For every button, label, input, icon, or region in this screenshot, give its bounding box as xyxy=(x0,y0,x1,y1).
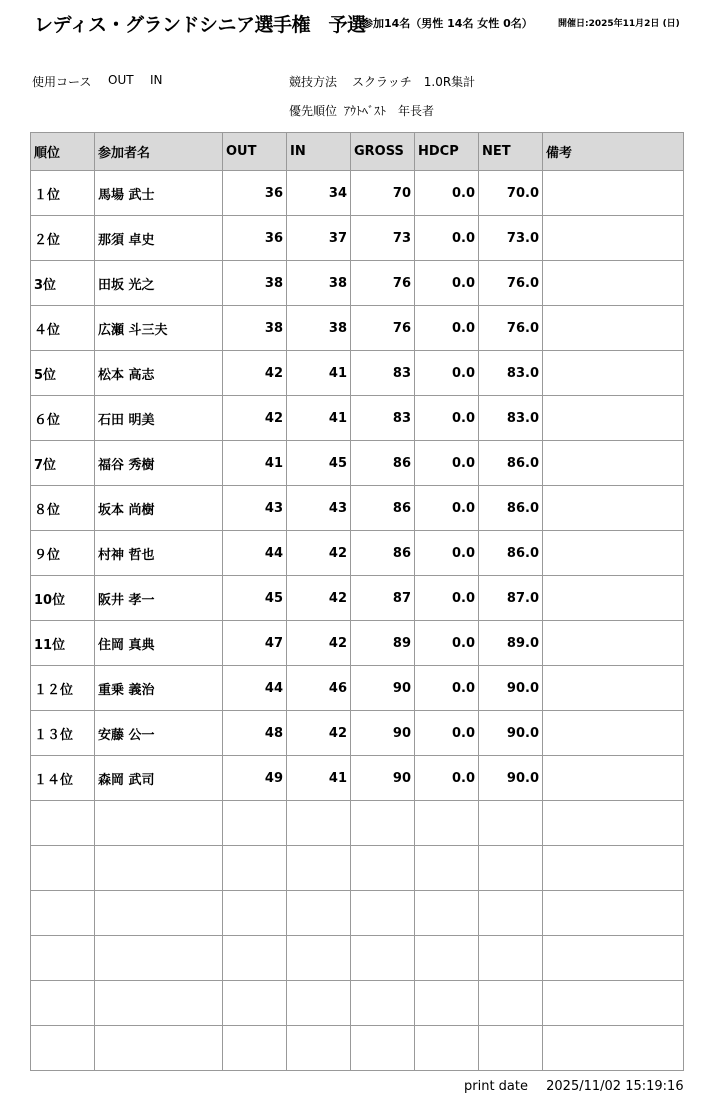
hdcp-cell xyxy=(415,981,479,1026)
net-cell: 83.0 xyxy=(479,396,543,441)
name-cell: 村神 哲也 xyxy=(95,531,223,576)
header-out: OUT xyxy=(223,133,287,171)
out-cell xyxy=(223,846,287,891)
hdcp-cell xyxy=(415,801,479,846)
remarks-cell xyxy=(543,711,684,756)
gross-cell: 89 xyxy=(351,621,415,666)
rank-cell: ８位 xyxy=(31,486,95,531)
in-cell: 38 xyxy=(287,261,351,306)
rank-cell xyxy=(31,846,95,891)
table-row xyxy=(31,261,684,306)
name-cell: 那須 卓史 xyxy=(95,216,223,261)
net-cell: 86.0 xyxy=(479,441,543,486)
gross-cell: 73 xyxy=(351,216,415,261)
header-hdcp: HDCP xyxy=(415,133,479,171)
out-cell: 42 xyxy=(223,396,287,441)
rank-cell: １位 xyxy=(31,171,95,216)
rank-cell: 7位 xyxy=(31,441,95,486)
name-cell: 住岡 真典 xyxy=(95,621,223,666)
gross-cell: 87 xyxy=(351,576,415,621)
gross-cell: 86 xyxy=(351,441,415,486)
page-title: レディス・グランドシニア選手権 予選 xyxy=(34,14,366,36)
hdcp-cell: 0.0 xyxy=(415,396,479,441)
table-row xyxy=(31,1026,684,1071)
gross-cell: 70 xyxy=(351,171,415,216)
event-date: 開催日:2025年11月2日 (日) xyxy=(558,19,680,29)
rank-cell xyxy=(31,981,95,1026)
out-cell: 41 xyxy=(223,441,287,486)
in-cell xyxy=(287,936,351,981)
table-row xyxy=(31,441,684,486)
gross-cell xyxy=(351,891,415,936)
table-row xyxy=(31,396,684,441)
hdcp-cell: 0.0 xyxy=(415,171,479,216)
net-cell: 87.0 xyxy=(479,576,543,621)
remarks-cell xyxy=(543,441,684,486)
gross-cell: 90 xyxy=(351,711,415,756)
name-cell: 馬場 武士 xyxy=(95,171,223,216)
participant-count: 参加14名（男性 14名 女性 0名） xyxy=(362,17,533,30)
name-cell: 坂本 尚樹 xyxy=(95,486,223,531)
name-cell: 広瀬 斗三夫 xyxy=(95,306,223,351)
net-cell: 86.0 xyxy=(479,531,543,576)
table-row xyxy=(31,846,684,891)
out-cell: 42 xyxy=(223,351,287,396)
net-cell xyxy=(479,891,543,936)
out-cell xyxy=(223,801,287,846)
net-cell: 76.0 xyxy=(479,261,543,306)
header-row xyxy=(31,133,684,171)
table-row xyxy=(31,351,684,396)
table-row xyxy=(31,531,684,576)
course-label: 使用コース xyxy=(32,75,92,89)
in-cell: 41 xyxy=(287,396,351,441)
remarks-cell xyxy=(543,846,684,891)
remarks-cell xyxy=(543,1026,684,1071)
in-cell: 42 xyxy=(287,621,351,666)
table-row xyxy=(31,711,684,756)
rank-cell xyxy=(31,1026,95,1071)
rank-cell: １２位 xyxy=(31,666,95,711)
method-label: 競技方法 xyxy=(289,75,338,89)
print-date-value: 2025/11/02 15:19:16 xyxy=(546,1079,684,1094)
in-cell xyxy=(287,846,351,891)
name-cell xyxy=(95,1026,223,1071)
priority-label: 優先順位 xyxy=(289,104,338,118)
gross-cell xyxy=(351,846,415,891)
name-cell: 松本 高志 xyxy=(95,351,223,396)
gross-cell: 76 xyxy=(351,306,415,351)
print-date xyxy=(464,1079,684,1094)
gross-cell xyxy=(351,1026,415,1071)
in-cell: 43 xyxy=(287,486,351,531)
out-cell: 45 xyxy=(223,576,287,621)
rank-cell: 11位 xyxy=(31,621,95,666)
hdcp-cell: 0.0 xyxy=(415,756,479,801)
table-row xyxy=(31,306,684,351)
table-row xyxy=(31,936,684,981)
out-cell: 36 xyxy=(223,171,287,216)
rank-cell: ２位 xyxy=(31,216,95,261)
out-cell: 36 xyxy=(223,216,287,261)
table-row xyxy=(31,216,684,261)
hdcp-cell xyxy=(415,936,479,981)
in-cell: 46 xyxy=(287,666,351,711)
table-row xyxy=(31,666,684,711)
course-in: IN xyxy=(150,73,163,87)
in-cell: 45 xyxy=(287,441,351,486)
gross-cell xyxy=(351,801,415,846)
in-cell: 38 xyxy=(287,306,351,351)
gross-cell: 86 xyxy=(351,531,415,576)
in-cell: 34 xyxy=(287,171,351,216)
net-cell xyxy=(479,981,543,1026)
hdcp-cell: 0.0 xyxy=(415,621,479,666)
in-cell: 42 xyxy=(287,576,351,621)
hdcp-cell: 0.0 xyxy=(415,711,479,756)
out-cell: 44 xyxy=(223,531,287,576)
in-cell: 41 xyxy=(287,351,351,396)
name-cell xyxy=(95,891,223,936)
out-cell xyxy=(223,1026,287,1071)
rank-cell: １３位 xyxy=(31,711,95,756)
results-table xyxy=(30,132,684,1071)
table-row xyxy=(31,801,684,846)
hdcp-cell: 0.0 xyxy=(415,216,479,261)
hdcp-cell: 0.0 xyxy=(415,261,479,306)
gross-cell: 86 xyxy=(351,486,415,531)
in-cell: 37 xyxy=(287,216,351,261)
table-row xyxy=(31,171,684,216)
remarks-cell xyxy=(543,171,684,216)
rank-cell: 3位 xyxy=(31,261,95,306)
net-cell xyxy=(479,846,543,891)
table-row xyxy=(31,576,684,621)
header-rank: 順位 xyxy=(31,133,95,171)
in-cell xyxy=(287,981,351,1026)
header-in: IN xyxy=(287,133,351,171)
name-cell: 石田 明美 xyxy=(95,396,223,441)
remarks-cell xyxy=(543,531,684,576)
header-remarks: 備考 xyxy=(543,133,684,171)
rank-cell: ６位 xyxy=(31,396,95,441)
hdcp-cell: 0.0 xyxy=(415,666,479,711)
gross-cell xyxy=(351,936,415,981)
remarks-cell xyxy=(543,486,684,531)
hdcp-cell xyxy=(415,891,479,936)
name-cell xyxy=(95,801,223,846)
name-cell: 重乗 義治 xyxy=(95,666,223,711)
remarks-cell xyxy=(543,801,684,846)
net-cell: 70.0 xyxy=(479,171,543,216)
net-cell: 73.0 xyxy=(479,216,543,261)
in-cell: 42 xyxy=(287,531,351,576)
table-row xyxy=(31,981,684,1026)
out-cell xyxy=(223,891,287,936)
gross-cell: 83 xyxy=(351,396,415,441)
remarks-cell xyxy=(543,981,684,1026)
remarks-cell xyxy=(543,621,684,666)
remarks-cell xyxy=(543,891,684,936)
table-row xyxy=(31,891,684,936)
name-cell: 田坂 光之 xyxy=(95,261,223,306)
gross-cell: 90 xyxy=(351,756,415,801)
remarks-cell xyxy=(543,756,684,801)
net-cell xyxy=(479,801,543,846)
out-cell: 48 xyxy=(223,711,287,756)
course-out: OUT xyxy=(108,73,134,87)
in-cell: 42 xyxy=(287,711,351,756)
remarks-cell xyxy=(543,261,684,306)
hdcp-cell: 0.0 xyxy=(415,576,479,621)
remarks-cell xyxy=(543,306,684,351)
header-net: NET xyxy=(479,133,543,171)
out-cell: 49 xyxy=(223,756,287,801)
out-cell: 43 xyxy=(223,486,287,531)
rank-cell: ４位 xyxy=(31,306,95,351)
in-cell xyxy=(287,801,351,846)
out-cell: 38 xyxy=(223,261,287,306)
out-cell: 44 xyxy=(223,666,287,711)
remarks-cell xyxy=(543,666,684,711)
print-date-label: print date xyxy=(464,1079,528,1094)
rank-cell: 5位 xyxy=(31,351,95,396)
name-cell xyxy=(95,981,223,1026)
name-cell xyxy=(95,846,223,891)
rank-cell: ９位 xyxy=(31,531,95,576)
gross-cell: 83 xyxy=(351,351,415,396)
remarks-cell xyxy=(543,396,684,441)
hdcp-cell: 0.0 xyxy=(415,486,479,531)
in-cell xyxy=(287,891,351,936)
net-cell: 86.0 xyxy=(479,486,543,531)
gross-cell: 76 xyxy=(351,261,415,306)
out-cell xyxy=(223,936,287,981)
table-row xyxy=(31,621,684,666)
gross-cell: 90 xyxy=(351,666,415,711)
net-cell xyxy=(479,1026,543,1071)
net-cell: 89.0 xyxy=(479,621,543,666)
out-cell xyxy=(223,981,287,1026)
remarks-cell xyxy=(543,936,684,981)
name-cell: 阪井 孝一 xyxy=(95,576,223,621)
table-row xyxy=(31,486,684,531)
net-cell: 90.0 xyxy=(479,666,543,711)
gross-cell xyxy=(351,981,415,1026)
net-cell: 76.0 xyxy=(479,306,543,351)
hdcp-cell: 0.0 xyxy=(415,306,479,351)
remarks-cell xyxy=(543,216,684,261)
rank-cell xyxy=(31,891,95,936)
method-value: スクラッチ 1.0R集計 xyxy=(352,75,476,89)
remarks-cell xyxy=(543,351,684,396)
hdcp-cell: 0.0 xyxy=(415,531,479,576)
name-cell xyxy=(95,936,223,981)
net-cell xyxy=(479,936,543,981)
rank-cell xyxy=(31,801,95,846)
in-cell: 41 xyxy=(287,756,351,801)
name-cell: 森岡 武司 xyxy=(95,756,223,801)
hdcp-cell xyxy=(415,846,479,891)
out-cell: 38 xyxy=(223,306,287,351)
net-cell: 90.0 xyxy=(479,711,543,756)
out-cell: 47 xyxy=(223,621,287,666)
net-cell: 90.0 xyxy=(479,756,543,801)
net-cell: 83.0 xyxy=(479,351,543,396)
name-cell: 安藤 公一 xyxy=(95,711,223,756)
results-body xyxy=(31,171,684,1071)
name-cell: 福谷 秀樹 xyxy=(95,441,223,486)
header-name: 参加者名 xyxy=(95,133,223,171)
remarks-cell xyxy=(543,576,684,621)
hdcp-cell xyxy=(415,1026,479,1071)
hdcp-cell: 0.0 xyxy=(415,351,479,396)
hdcp-cell: 0.0 xyxy=(415,441,479,486)
header-gross: GROSS xyxy=(351,133,415,171)
priority-value: ｱｳﾄﾍﾞｽﾄ 年長者 xyxy=(344,104,435,118)
rank-cell: １４位 xyxy=(31,756,95,801)
table-row xyxy=(31,756,684,801)
in-cell xyxy=(287,1026,351,1071)
rank-cell: 10位 xyxy=(31,576,95,621)
rank-cell xyxy=(31,936,95,981)
